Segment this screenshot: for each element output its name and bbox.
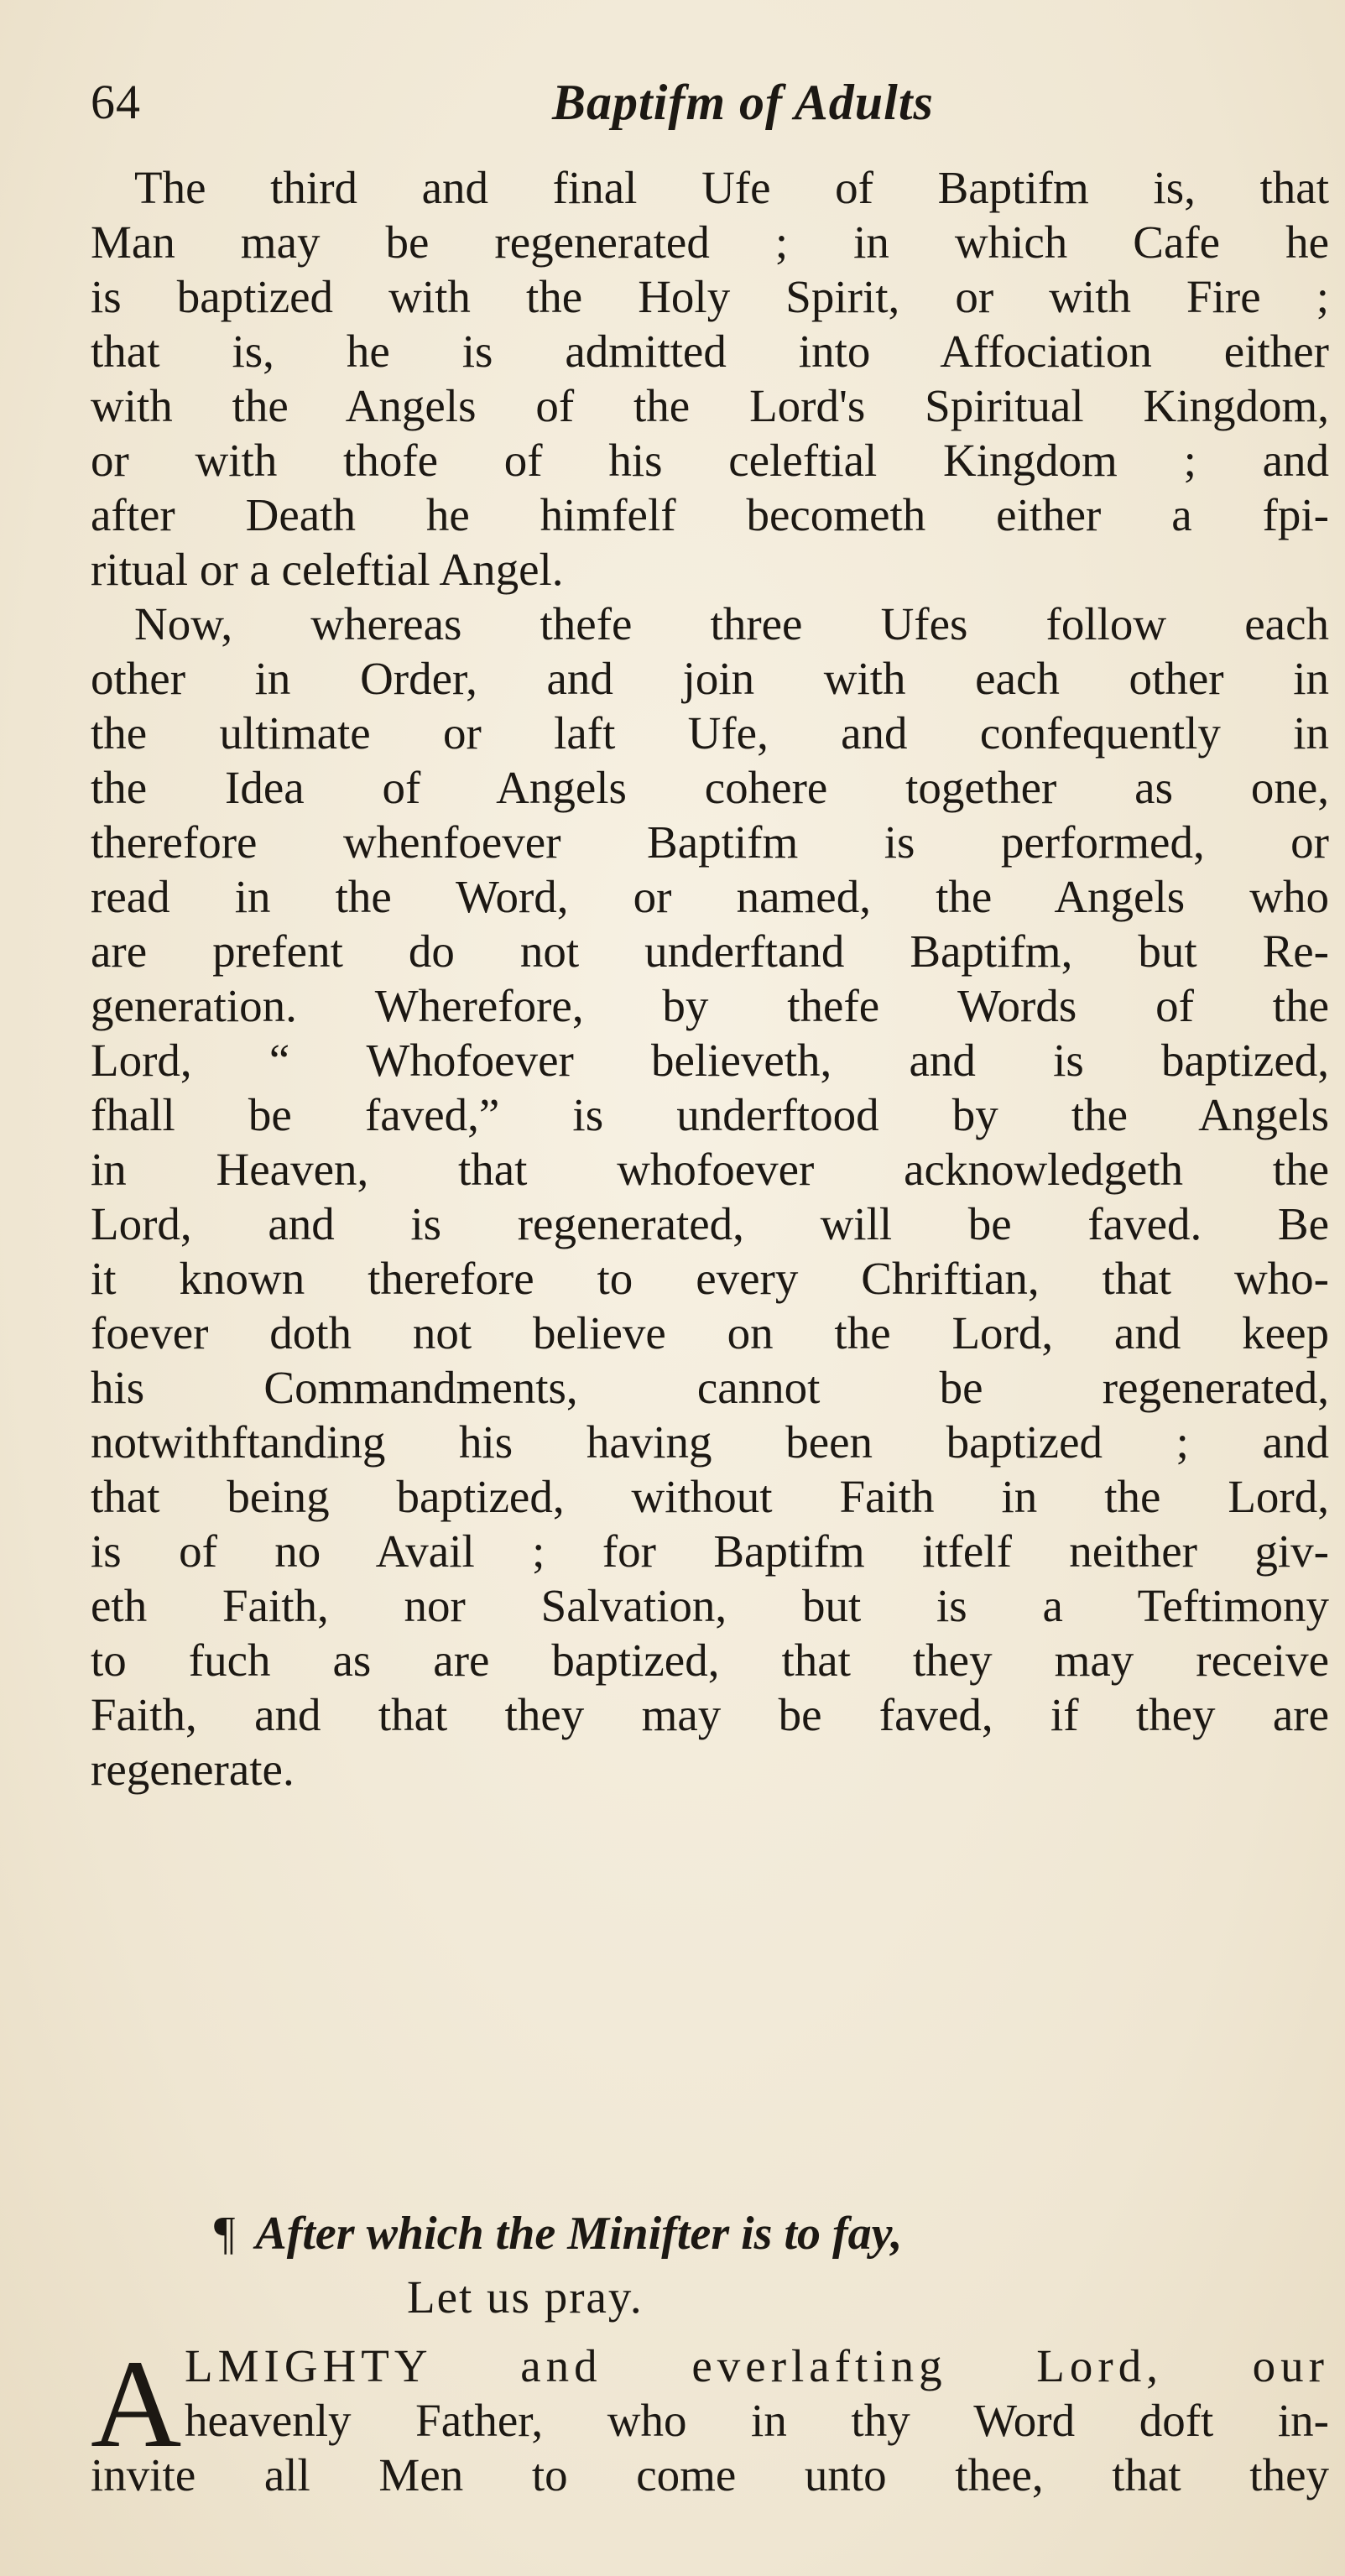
prayer-line <box>185 2339 1329 2393</box>
text-line: that is, he is admitted into Affociation either <box>91 326 1329 377</box>
text-line: ritual or a celeftial Angel. <box>91 544 564 595</box>
text-line: is baptized with the Holy Spirit, or with Fire ; <box>91 271 1329 322</box>
text-line: read in the Word, or named, the Angels who <box>91 871 1329 922</box>
text-line: is of no Avail ; for Baptifm itfelf neither giv- <box>91 1525 1329 1577</box>
prayer-line: invite all Men to come unto thee, that they <box>91 2449 1329 2500</box>
text-line: his Commandments, cannot be regenerated, <box>91 1362 1329 1413</box>
text-line: foever doth not believe on the Lord, and keep <box>91 1307 1329 1358</box>
text-line: are prefent do not underftand Baptifm, but Re- <box>91 926 1329 977</box>
text-line: eth Faith, nor Salvation, but is a Teftimony <box>91 1580 1329 1631</box>
rubric-text: After which the Minifter is to fay, <box>255 2208 903 2260</box>
text-line: to fuch as are baptized, that they may receive <box>91 1635 1329 1686</box>
drop-cap: A <box>91 2334 182 2474</box>
page-header <box>91 74 1332 141</box>
prayer-line: heavenly Father, who in thy Word doft in- <box>185 2395 1329 2446</box>
running-head: Baptifm of Adults <box>552 75 934 130</box>
text-line: therefore whenfoever Baptifm is performed, or <box>91 816 1329 868</box>
text-line: or with thofe of his celeftial Kingdom ; and <box>91 435 1329 486</box>
prayer-intro: Let us pray. <box>407 2271 644 2323</box>
text-line: regenerate. <box>91 1744 295 1795</box>
text-line: fhall be faved,” is underftood by the Angels <box>91 1089 1329 1140</box>
text-line: Lord, and is regenerated, will be faved. Be <box>91 1198 1329 1249</box>
text-line: The third and final Ufe of Baptifm is, that <box>134 162 1329 213</box>
pilcrow-icon: ¶ <box>214 2208 236 2260</box>
text-line: in Heaven, that whofoever acknowledgeth the <box>91 1144 1329 1195</box>
text-line: Man may be regenerated ; in which Cafe he <box>91 216 1329 268</box>
prayer-line-text: LMIGHTY and everlafting Lord, our <box>185 2340 1329 2391</box>
text-line: that being baptized, without Faith in the Lord, <box>91 1471 1329 1522</box>
text-line: with the Angels of the Lord's Spiritual Kingdom, <box>91 380 1329 431</box>
rubric <box>214 2207 902 2261</box>
text-line: generation. Wherefore, by thefe Words of the <box>91 980 1329 1031</box>
text-line: the ultimate or laft Ufe, and confequently in <box>91 707 1329 759</box>
page-number: 64 <box>91 75 141 129</box>
text-line: after Death he himfelf becometh either a fpi- <box>91 489 1329 540</box>
text-line: notwithftanding his having been baptized ; and <box>91 1416 1329 1468</box>
text-line: Now, whereas thefe three Ufes follow each <box>134 598 1329 649</box>
text-line: other in Order, and join with each other in <box>91 653 1329 704</box>
text-line: the Idea of Angels cohere together as one, <box>91 762 1329 813</box>
text-line: Lord, “ Whofoever believeth, and is baptized, <box>91 1035 1329 1086</box>
text-line: it known therefore to every Chriftian, that who- <box>91 1253 1329 1304</box>
text-line: Faith, and that they may be faved, if they are <box>91 1689 1329 1740</box>
